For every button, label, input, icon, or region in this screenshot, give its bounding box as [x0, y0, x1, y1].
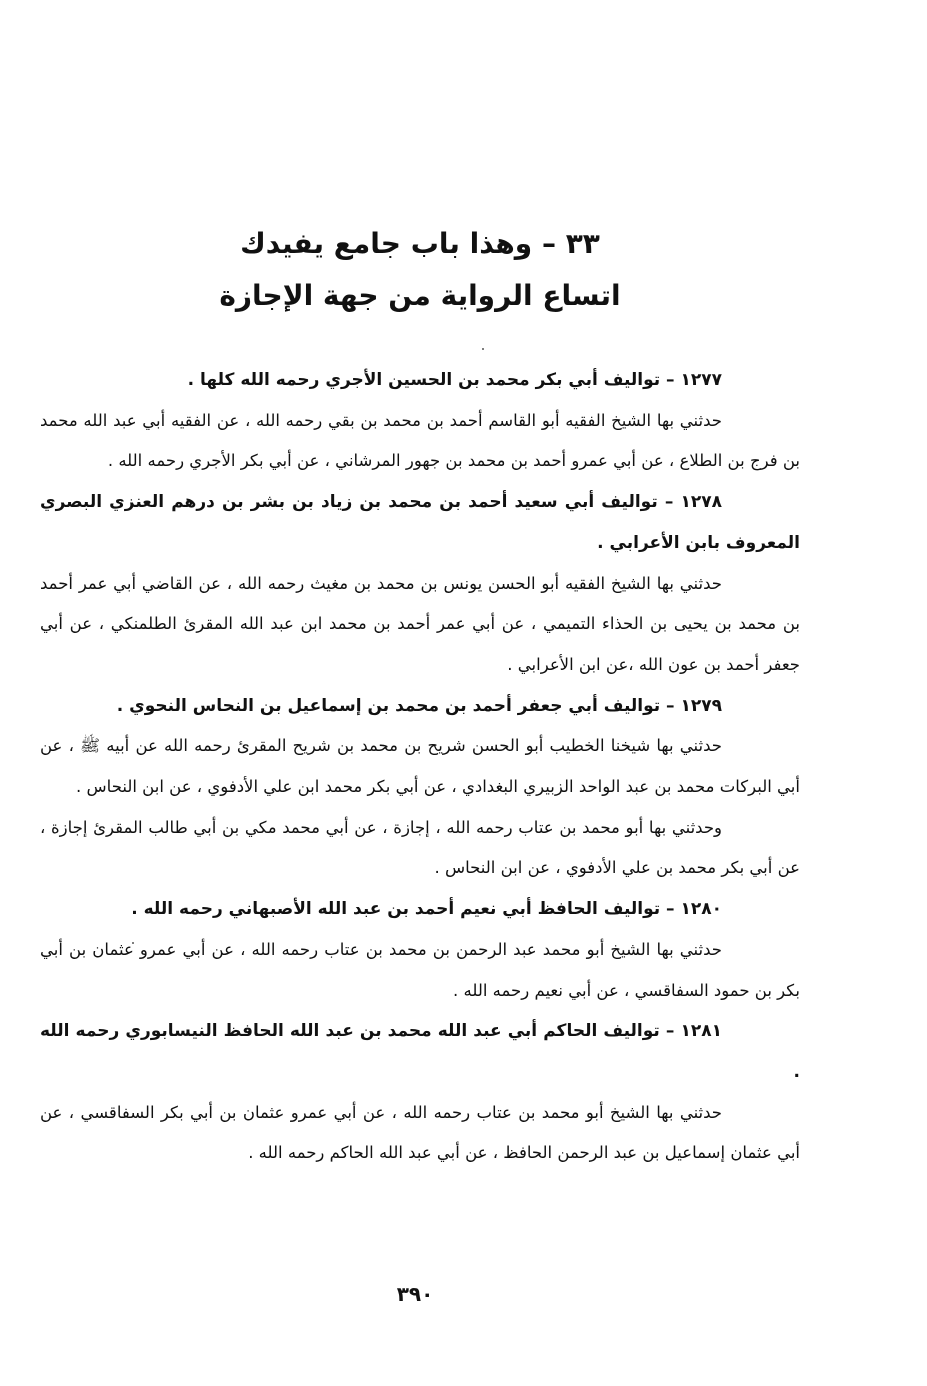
entry-narration-1277: حدثني بها الشيخ الفقيه أبو القاسم أحمد بن محمد بن بقي رحمه الله ، عن الفقيه أبي عبد الله محمد بن فرج بن الطلاع ، عن أبي عمرو أحمد بن محمد بن جهور المرشاني ، عن أبي بكر الأجري رحمه الله .	[40, 410, 800, 471]
scan-speck	[482, 348, 484, 350]
chapter-title	[120, 218, 720, 322]
entry-heading-1280: ١٢٨٠ – تواليف الحافظ أبي نعيم أحمد بن عبد الله الأصبهاني رحمه الله .	[131, 899, 722, 920]
entry-narration-1278: حدثني بها الشيخ الفقيه أبو الحسن يونس بن محمد بن مغيث رحمه الله ، عن القاضي أبي عمر أحمد بن محمد بن يحيى بن الحذاء التميمي ، عن أبي عمر أحمد بن محمد ابن عبد الله المقرئ الطلمنكي ، عن أبي جعفر أحمد بن عون الله ،عن ابن الأعرابي .	[40, 573, 800, 674]
entry-heading-1281: ١٢٨١ – تواليف الحاكم أبي عبد الله محمد بن عبد الله الحافظ النيسابوري رحمه الله .	[40, 1021, 800, 1082]
page-body	[40, 360, 800, 1174]
entry-heading-1278: ١٢٧٨ – تواليف أبي سعيد أحمد بن محمد بن زياد بن بشر بن درهم العنزي البصري المعروف بابن الأعرابي .	[40, 492, 800, 553]
page-number: ٣٩٠	[396, 1282, 434, 1306]
entry-heading-1277: ١٢٧٧ – تواليف أبي بكر محمد بن الحسين الأجري رحمه الله كلها .	[187, 370, 722, 390]
chapter-title-line-1: ٣٣ – وهذا باب جامع يفيدك	[240, 227, 600, 260]
entry-heading-1279: ١٢٧٩ – تواليف أبي جعفر أحمد بن محمد بن إسماعيل بن النحاس النحوي .	[116, 695, 722, 716]
entry-narration-1279-a: حدثني بها شيخنا الخطيب أبو الحسن شريح بن محمد بن شريح المقرئ رحمه الله عن أبيه ﷺ ، عن أبي البركات محمد بن عبد الواحد الزبيري البغدادي ، عن أبي بكر محمد ابن علي الأدفوي ، عن ابن النحاس .	[40, 736, 800, 797]
entry-narration-1280: حدثني بها الشيخ أبو محمد عبد الرحمن بن محمد بن عتاب رحمه الله ، عن أبي عمرو عثمان بن أبي بكر بن حمود السفاقسي ، عن أبي نعيم رحمه الله .	[40, 939, 800, 1000]
chapter-title-line-2: اتساع الرواية من جهة الإجازة	[219, 279, 621, 312]
entry-narration-1279-b: وحدثني بها أبو محمد بن عتاب رحمه الله ، إجازة ، عن أبي محمد مكي بن أبي طالب المقرئ إجازة ، عن أبي بكر محمد بن علي الأدفوي ، عن ابن النحاس .	[40, 817, 800, 878]
entry-narration-1281: حدثني بها الشيخ أبو محمد بن عتاب رحمه الله ، عن أبي عمرو عثمان بن أبي بكر السفاقسي ، عن أبي عثمان إسماعيل بن عبد الرحمن الحافظ ، عن أبي عبد الله الحاكم رحمه الله .	[40, 1102, 800, 1163]
